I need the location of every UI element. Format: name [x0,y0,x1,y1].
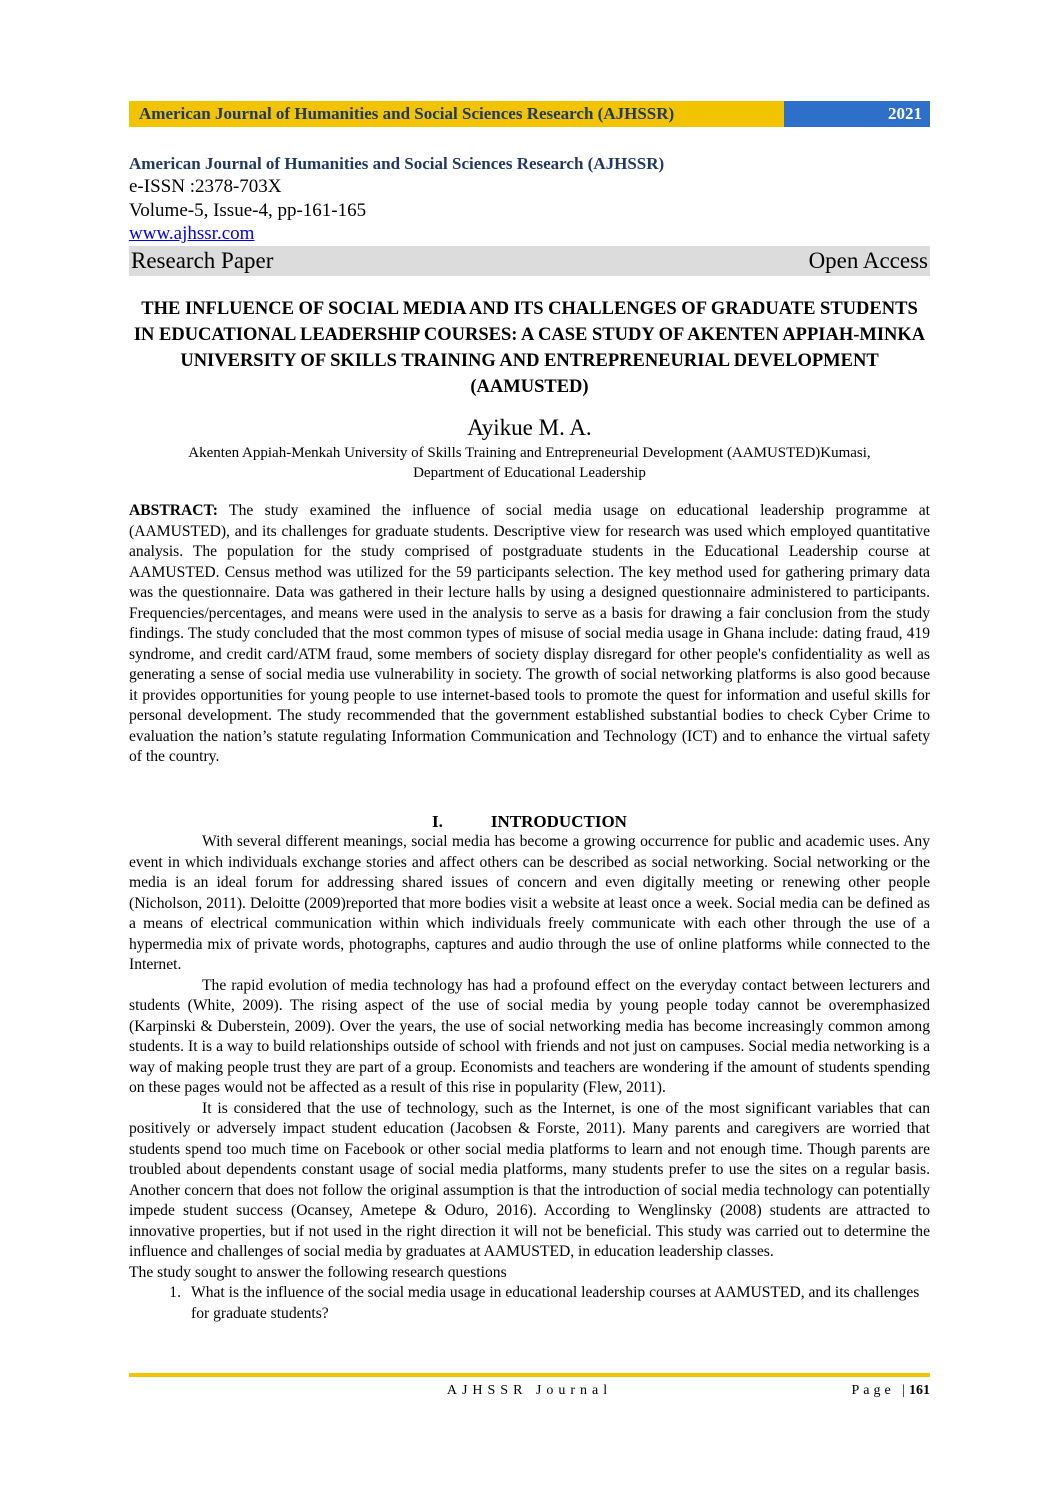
section-title: INTRODUCTION [490,812,627,831]
footer-divider [129,1373,930,1377]
paper-type: Research Paper [131,248,274,273]
paper-type-bar [129,246,930,276]
page-footer [129,1380,930,1402]
paper-title: THE INFLUENCE OF SOCIAL MEDIA AND ITS CHALLENGES OF GRADUATE STUDENTS IN EDUCATIONAL LEADERSHIP COURSES: A CASE STUDY OF AKENTEN APPIAH-MINKA UNIVERSITY OF SKILLS TRAINING AND ENTREPRENEURIAL DEVELOPMENT (AAMUSTED) [133,299,926,397]
author-name: Ayikue M. A. [467,415,592,440]
paragraph: It is considered that the use of technology, such as the Internet, is one of the most significant variables that can positively or adversely impact student education (Jacobsen & Forste, 2011). Many parents and caregivers are worried that students spend too much time on Facebook or other social media platforms to learn and not enough time. Though parents are troubled about dependents constant usage of social media platforms, many students prefer to use the sites on a regular basis. Another concern that does not follow the original assumption is that the introduction of social media technology can potentially impede student success (Ocansey, Ametepe & Oduro, 2016). According to Wenglinsky (2008) students are attracted to innovative properties, but if not used in the right direction it will not be beneficial. This study was carried out to determine the influence and challenges of social media by graduates at AAMUSTED, in education leadership classes. [129,1099,930,1260]
introduction-body [129,832,930,1324]
abstract-label: ABSTRACT: [129,502,218,519]
journal-info [129,153,930,276]
section-heading [129,811,930,833]
header-year: 2021 [784,101,930,127]
journal-name: American Journal of Humanities and Social Sciences Research (AJHSSR) [129,154,665,173]
abstract-text: The study examined the influence of social media usage on educational leadership programme at (AAMUSTED), and its challenges for graduate students. Descriptive view for research was used which employed quantitative analysis. The population for the study comprised of postgraduate students in the Educational Leadership course at AAMUSTED. Census method was utilized for the 59 participants selection. The key method used for gathering primary data was the questionnaire. Data was gathered in their lecture halls by using a designed questionnaire administered to participants. Frequencies/percentages, and means were used in the analysis to serve as a basis for drawing a fair conclusion from the study findings. The study concluded that the most common types of misuse of social media usage in Ghana include: dating fraud, 419 syndrome, and credit card/ATM fraud, some members of society display disregard for other people's confidentiality as well as generating a sense of social media use vulnerability in society. The growth of social networking platforms is also good because it provides opportunities for young people to use internet-based tools to promote the quest for information and useful skills for personal development. The study recommended that the government established substantial bodies to check Cyber Crime to evaluation the nation’s statute regulating Information Communication and Technology (ICT) and to enhance the virtual safety of the country. [129,502,930,765]
research-question-number: 1. [169,1284,181,1301]
abstract [129,501,930,768]
research-question-text: What is the influence of the social media usage in educational leadership courses at AAMUSTED, and its challenges for graduate students? [191,1284,920,1322]
section-number: I. [432,812,443,831]
volume-issue: Volume-5, Issue-4, pp-161-165 [129,200,367,221]
access-type: Open Access [808,248,928,273]
footer-journal: AJHSSR Journal [446,1383,613,1398]
paragraph: The rapid evolution of media technology has had a profound effect on the everyday contact between lecturers and students (White, 2009). The rising aspect of the use of social media by young people today cannot be overemphasized (Karpinski & Duberstein, 2009). Over the years, the use of social networking media has become increasingly common among students. It is a way to build relationships outside of school with friends and not just on campuses. Social media networking is a way of making people trust they are part of a group. Economists and teachers are wondering if the amount of students spending on these pages would not be affected as a result of this rise in popularity (Flew, 2011). [129,976,930,1096]
research-questions-intro: The study sought to answer the following research questions [129,1263,507,1281]
website-link[interactable]: www.ajhssr.com [129,223,255,244]
affiliation [129,443,930,483]
affiliation-line-2: Department of Educational Leadership [413,465,646,481]
page-number: 161 [909,1383,930,1398]
research-question [129,1283,930,1324]
footer-page [851,1380,930,1402]
paragraph: With several different meanings, social media has become a growing occurrence for public and academic uses. Any event in which individuals exchange stories and affect others can be described as social networking. Social networking or the media is an ideal forum for addressing shared issues of concern and even digitally meeting or renewing other people (Nicholson, 2011). Deloitte (2009)reported that more bodies visit a website at least once a week. Social media can be defined as a means of electrical communication within which individuals freely communicate with each other through the use of a hypermedia mix of private words, photographs, captures and audio through the use of online platforms while connected to the Internet. [129,833,930,973]
issn: e-ISSN :2378-703X [129,176,282,197]
journal-header-bar [129,101,930,127]
header-journal-name: American Journal of Humanities and Social Sciences Research (AJHSSR) [129,101,784,127]
page-label: Page | [851,1383,909,1398]
affiliation-line-1: Akenten Appiah-Menkah University of Skills Training and Entrepreneurial Development (AAMUSTED)Kumasi, [188,445,871,461]
